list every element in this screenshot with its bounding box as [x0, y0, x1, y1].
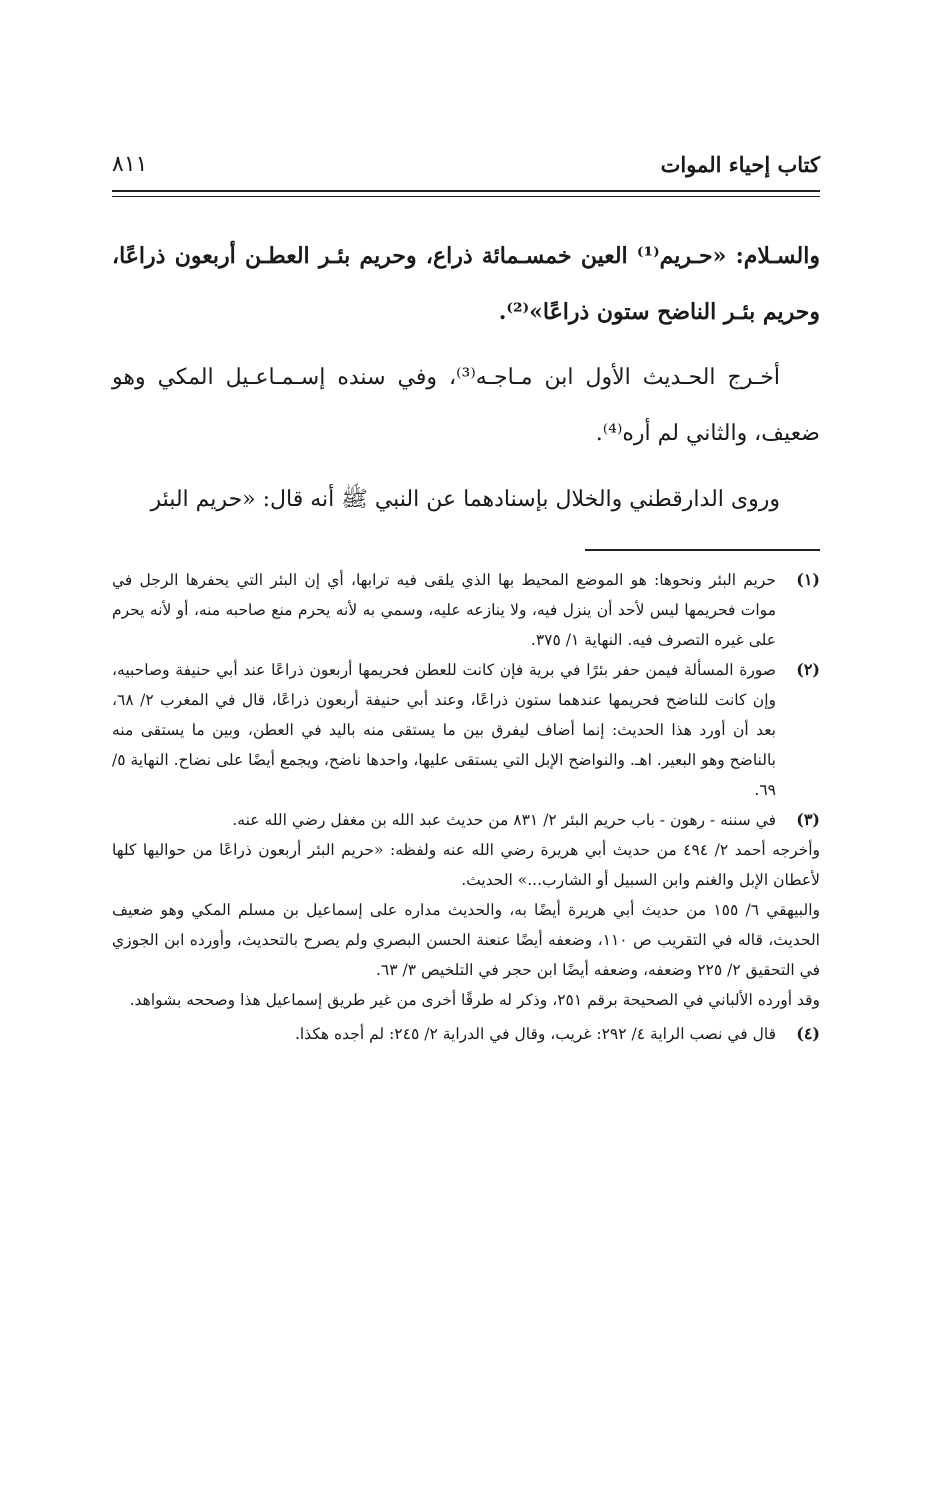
- footnote-text: حريم البئر ونحوها: هو الموضع المحيط بها الذي يلقى فيه ترابها، أي إن البئر التي يحفرها الرجل في موات فحريمها ليس لأحد أن ينزل فيه، ولا ينازعه عليه، وسمي به لأنه يحرم منع صاحبه منه، أو لأنه يحرم على غيره التصرف فيه. النهاية ١/ ٣٧٥.: [112, 571, 776, 649]
- footnote-number: (٢): [796, 660, 820, 679]
- footnote-text: صورة المسألة فيمن حفر بئرًا في برية فإن كانت للعطن فحريمها أربعون ذراعًا عند أبي حنيفة وصاحبيه، وإن كانت للناضح فحريمها عندهما ستون ذراعًا، وعند أبي حنيفة أربعون ذراعًا، قال في المغرب ٢/ ٦٨، بعد أن أورد هذا الحديث: إنما أضاف ليفرق بين ما يستقى منه باليد في العطن، وبين ما يستقى منه بالناضح وهو البعير. اهـ. والنواضح الإبل التي يستقى عليها، واحدها ناضح، ويجمع أيضًا على نضاح. النهاية ٥/ ٦٩.: [112, 661, 776, 799]
- page-header: [112, 148, 820, 188]
- paragraph-daraqutni: وروى الدارقطني والخلال بإسنادهما عن النبي ﷺ أنه قال: «حريم البئر: [150, 487, 780, 512]
- paragraph-takhrij: أخـرج الحـديث الأول ابن مـاجـه⁽³⁾، وفي سنده إسـمـاعـيل المكي وهو ضعيف، والثاني لم أره⁽⁴⁾.: [112, 365, 820, 446]
- footnote-text: قال في نصب الراية ٤/ ٢٩٢: غريب، وقال في الدراية ٢/ ٢٤٥: لم أجده هكذا.: [295, 1025, 776, 1043]
- footnote-separator: [585, 549, 820, 551]
- footnote-4: [112, 1019, 820, 1049]
- footnote-number: (١): [796, 570, 820, 589]
- footnotes: [112, 565, 820, 1049]
- footnote-text-line: والبيهقي ٦/ ١٥٥ من حديث أبي هريرة أيضًا به، والحديث مداره على إسماعيل بن مسلم المكي وهو ضعيف الحديث، قاله في التقريب ص ١١٠، وضعفه أيضًا عنعنة الحسن البصري ولم يصرح بالتحديث، وأورده ابن الجوزي في التحقيق ٢/ ٢٢٥ وضعفه، وضعفه أيضًا ابن حجر في التلخيص ٣/ ٦٣.: [112, 901, 820, 979]
- page-number: ٨١١: [112, 152, 148, 177]
- footnote-3: [112, 805, 820, 1015]
- footnote-number: (٤): [796, 1024, 820, 1043]
- footnote-text-line: في سننه - رهون - باب حريم البئر ٢/ ٨٣١ من حديث عبد الله بن مغفل رضي الله عنه.: [232, 811, 776, 829]
- footnote-number: (٣): [796, 810, 820, 829]
- footnote-text-line: وقد أورده الألباني في الصحيحة برقم ٢٥١، وذكر له طرقًا أخرى من غير طريق إسماعيل هذا وصححه بشواهد.: [129, 991, 820, 1009]
- footnote-text-line: وأخرجه أحمد ٢/ ٤٩٤ من حديث أبي هريرة رضي الله عنه ولفظه: «حريم البئر أربعون ذراعًا من حواليها كلها لأعطان الإبل والغنم وابن السبيل أو الشارب...» الحديث.: [112, 841, 821, 889]
- main-text: [112, 228, 820, 538]
- footnote-1: [112, 565, 820, 655]
- header-rule-thin: [112, 196, 820, 197]
- header-rule-thick: [112, 190, 820, 192]
- running-title: كتاب إحياء الموات: [660, 152, 820, 177]
- footnote-2: [112, 655, 820, 805]
- paragraph-hadith-quote: والسـلام: «حـريم⁽¹⁾ العين خمسـمائة ذراع، وحريم بئـر العطـن أربعون ذراعًا، وحريم بئـر الناضح ستون ذراعًا»⁽²⁾.: [112, 243, 820, 325]
